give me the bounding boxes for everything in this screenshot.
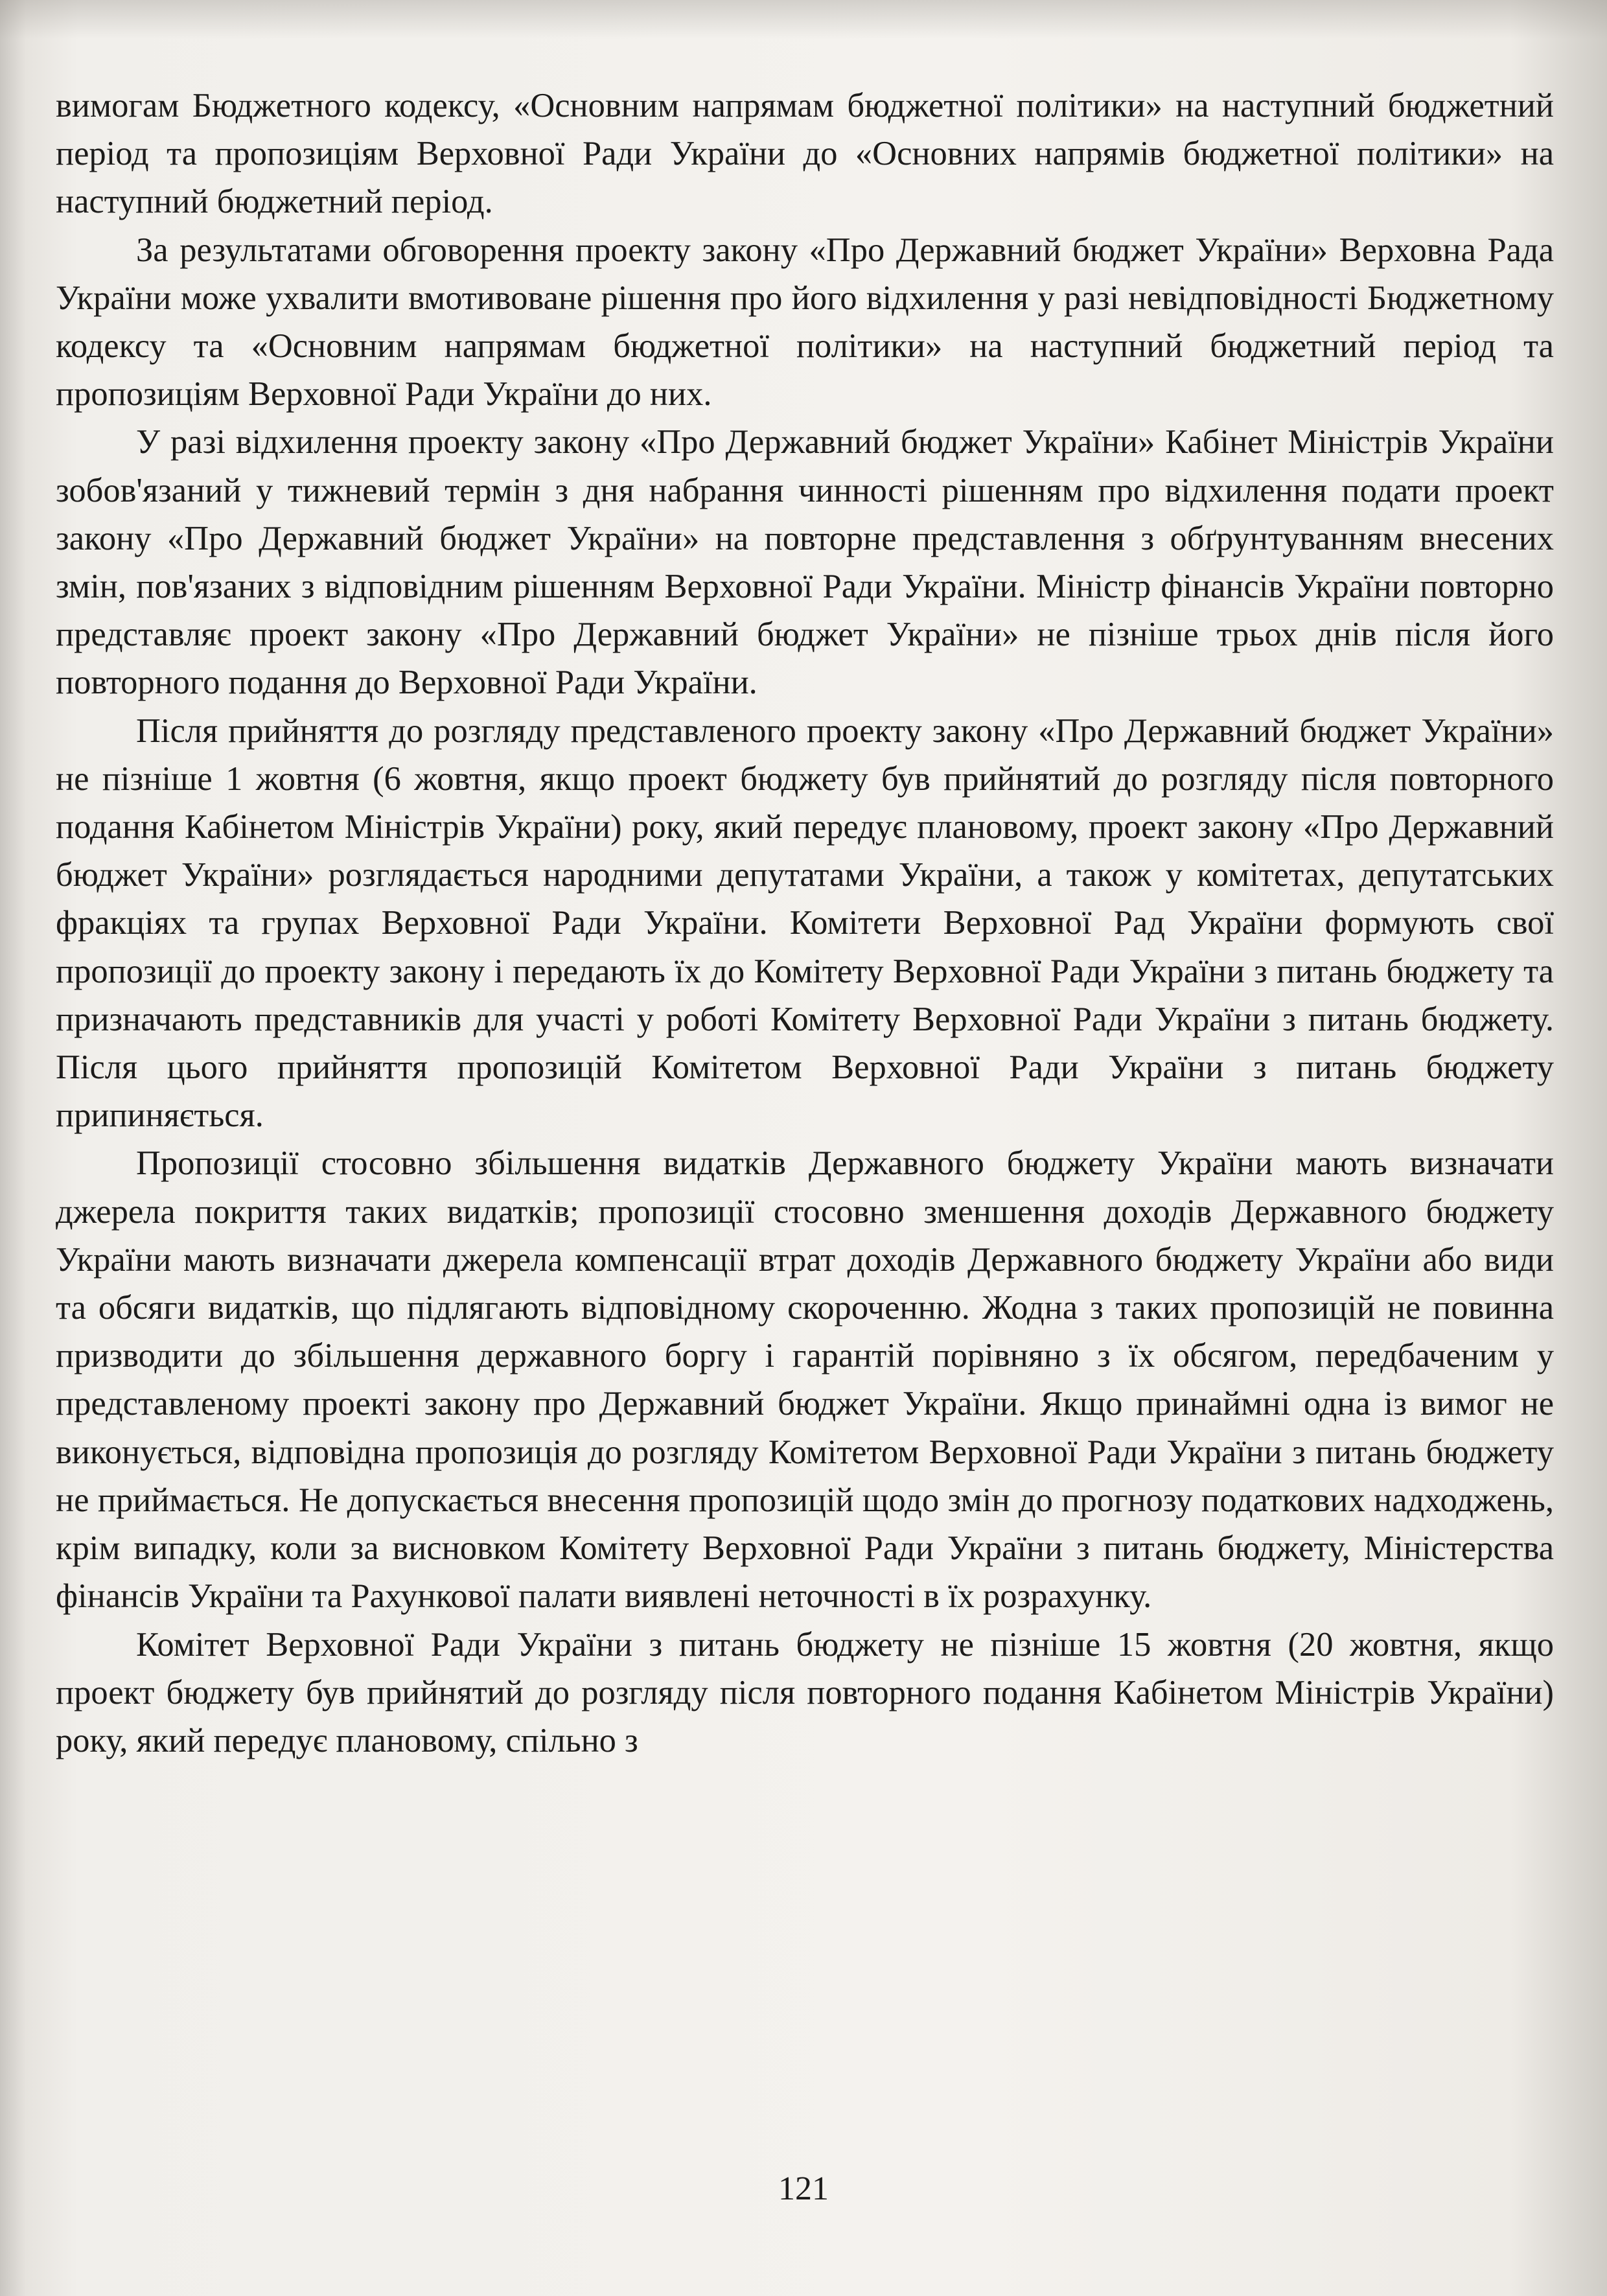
body-text — [56, 82, 1554, 1765]
paragraph-2: За результатами обговорення проекту закону «Про Державний бюджет України» Верховна Рада України може ухвалити вмотивоване рішення про його відхилення у разі невідповідності Бюджетному кодексу та «Основним напрямам бюджетної політики» на наступний бюджетний період та пропозиціям Верховної Ради України до них. — [56, 231, 1554, 413]
paragraph-6: Комітет Верховної Ради України з питань бюджету не пізніше 15 жовтня (20 жовтня, якщо проект бюджету був прийнятий до розгляду після повторного подання Кабінетом Міністрів України) року, який передує плановому, спільно з — [56, 1625, 1554, 1759]
page-shadow — [0, 0, 1607, 39]
paragraph-3: У разі відхилення проекту закону «Про Державний бюджет України» Кабінет Міністрів України зобов'язаний у тижневий термін з дня набрання чинності рішенням про відхилення подати проект закону «Про Державний бюджет України» на повторне представлення з обґрунтуванням внесених змін, пов'язаних з відповідним рішенням Верховної Ради України. Міністр фінансів України повторно представляє проект закону «Про Державний бюджет України» не пізніше трьох днів після його повторного подання до Верховної Ради України. — [56, 423, 1554, 702]
paragraph-5: Пропозиції стосовно збільшення видатків Державного бюджету України мають визначати джерела покриття таких видатків; пропозиції стосовно зменшення доходів Державного бюджету України мають визначати джерела компенсації втрат доходів Державного бюджету України або види та обсяги видатків, що підлягають відповідному скороченню. Жодна з таких пропозицій не повинна призводити до збільшення державного боргу і гарантій порівняно з їх обсягом, передбаченим у представленому проекті закону про Державний бюджет України. Якщо принаймні одна із вимог не виконується, відповідна пропозиція до розгляду Комітетом Верховної Ради України з питань бюджету не приймається. Не допускається внесення пропозицій щодо змін до прогнозу податкових надходжень, крім випадку, коли за висновком Комітету Верховної Ради України з питань бюджету, Міністерства фінансів України та Рахункової палати виявлені неточності в їх розрахунку. — [56, 1144, 1554, 1616]
paragraph-4: Після прийняття до розгляду представленого проекту закону «Про Державний бюджет України» не пізніше 1 жовтня (6 жовтня, якщо проект бюджету був прийнятий до розгляду після повторного подання Кабінетом Міністрів України) року, який передує плановому, проект закону «Про Державний бюджет України» розглядається народними депутатами України, а також у комітетах, депутатських фракціях та групах Верховної Ради України. Комітети Верховної Рад України формують свої пропозиції до проекту закону і передають їх до Комітету Верховної Ради України з питань бюджету та призначають представників для участі у роботі Комітету Верховної Ради України з питань бюджету. Після цього прийняття пропозицій Комітетом Верховної Ради України з питань бюджету припиняється. — [56, 712, 1554, 1135]
paragraph-1: вимогам Бюджетного кодексу, «Основним напрямам бюджетної політики» на наступний бюджетний період та пропозиціям Верховної Ради України до «Основних напрямів бюджетної політики» на наступний бюджетний період. — [56, 87, 1554, 221]
page-number: 121 — [778, 2170, 829, 2207]
